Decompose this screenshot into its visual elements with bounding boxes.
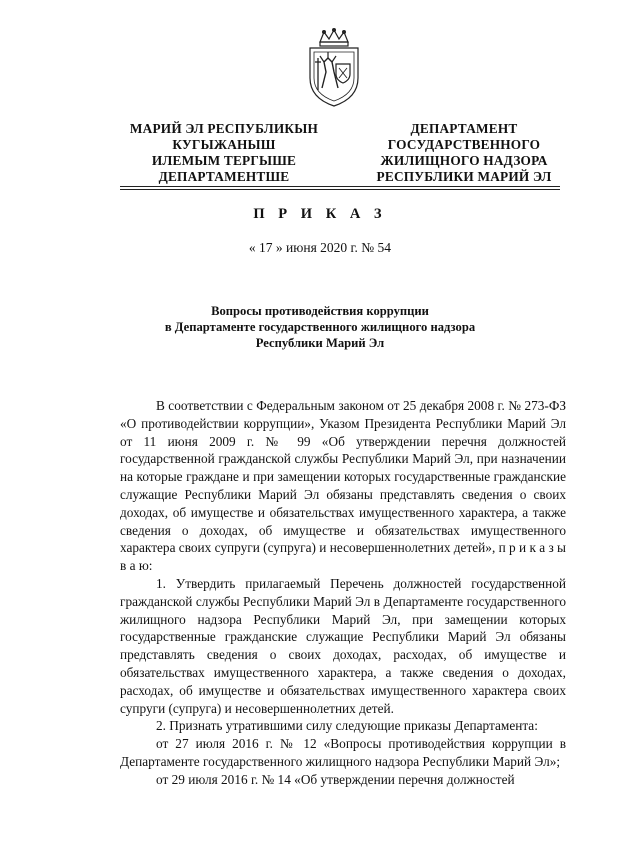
header-rule <box>120 189 560 190</box>
order-body <box>120 397 566 789</box>
header-right-line: ГОСУДАРСТВЕННОГО <box>387 137 541 152</box>
body-paragraph: 2. Признать утратившими силу следующие приказы Департамента: <box>156 718 538 734</box>
body-paragraph: 1. Утвердить прилагаемый Перечень должностей государственной гражданской службы Республики Марий Эл в Департаменте государственного жилищного надзора Республики Марий Эл, при замещении которых государственные гражданские служащие Республики Марий Эл обязаны представлять сведения о своих доходах, расходах, об имуществе и обязательствах имущественного характера, а также сведения о доходах, расходах, об имуществе и обязательствах имущественного характера своих супруги (супруга) и несовершеннолетних детей. <box>120 575 566 716</box>
header-left-line: КУГЫЖАНЫШ <box>172 137 276 152</box>
header-left-line: ДЕПАРТАМЕНТШЕ <box>158 169 290 184</box>
coat-of-arms-emblem <box>298 28 370 108</box>
header-right-line: ЖИЛИЩНОГО НАДЗОРА <box>380 153 548 168</box>
header-left-marij <box>108 121 340 185</box>
header-left-line: МАРИЙ ЭЛ РЕСПУБЛИКЫН <box>129 121 319 136</box>
subject-line: в Департаменте государственного жилищного надзора <box>164 320 476 335</box>
order-heading: П Р И К А З <box>253 206 387 222</box>
body-paragraph: от 27 июля 2016 г. № 12 «Вопросы противодействия коррупции в Департаменте государственного жилищного надзора Республики Марий Эл»; <box>120 736 566 769</box>
body-paragraph: В соответствии с Федеральным законом от 25 декабря 2008 г. № 273-ФЗ «О противодействии коррупции», Указом Президента Республики Марий Эл от 11 июня 2009 г. № 99 «Об утверждении перечня должностей государственной гражданской службы Республики Марий Эл, при назначении на которые граждане и при замещении которых государственные гражданские служащие Республики Марий Эл обязаны представлять сведения о своих доходах, об имуществе и обязательствах имущественного характера, а также сведения о доходах, об имуществе и обязательствах имущественного характера своих супруги (супруга) и несовершеннолетних детей», п р и к а з ы в а ю: <box>120 398 566 574</box>
body-paragraph: от 29 июля 2016 г. № 14 «Об утверждении перечня должностей <box>156 771 515 787</box>
header-left-line: ИЛЕМЫМ ТЕРГЫШЕ <box>151 153 297 168</box>
header-right-line: ДЕПАРТАМЕНТ <box>410 121 518 136</box>
subject-line: Республики Марий Эл <box>255 336 385 351</box>
order-date: « 17 » июня 2020 г. № 54 <box>248 240 392 255</box>
header-rule <box>120 186 560 187</box>
header-right-russian <box>358 121 570 185</box>
subject-line: Вопросы противодействия коррупции <box>211 304 429 318</box>
header-right-line: РЕСПУБЛИКИ МАРИЙ ЭЛ <box>376 169 552 184</box>
order-subject <box>0 303 640 352</box>
